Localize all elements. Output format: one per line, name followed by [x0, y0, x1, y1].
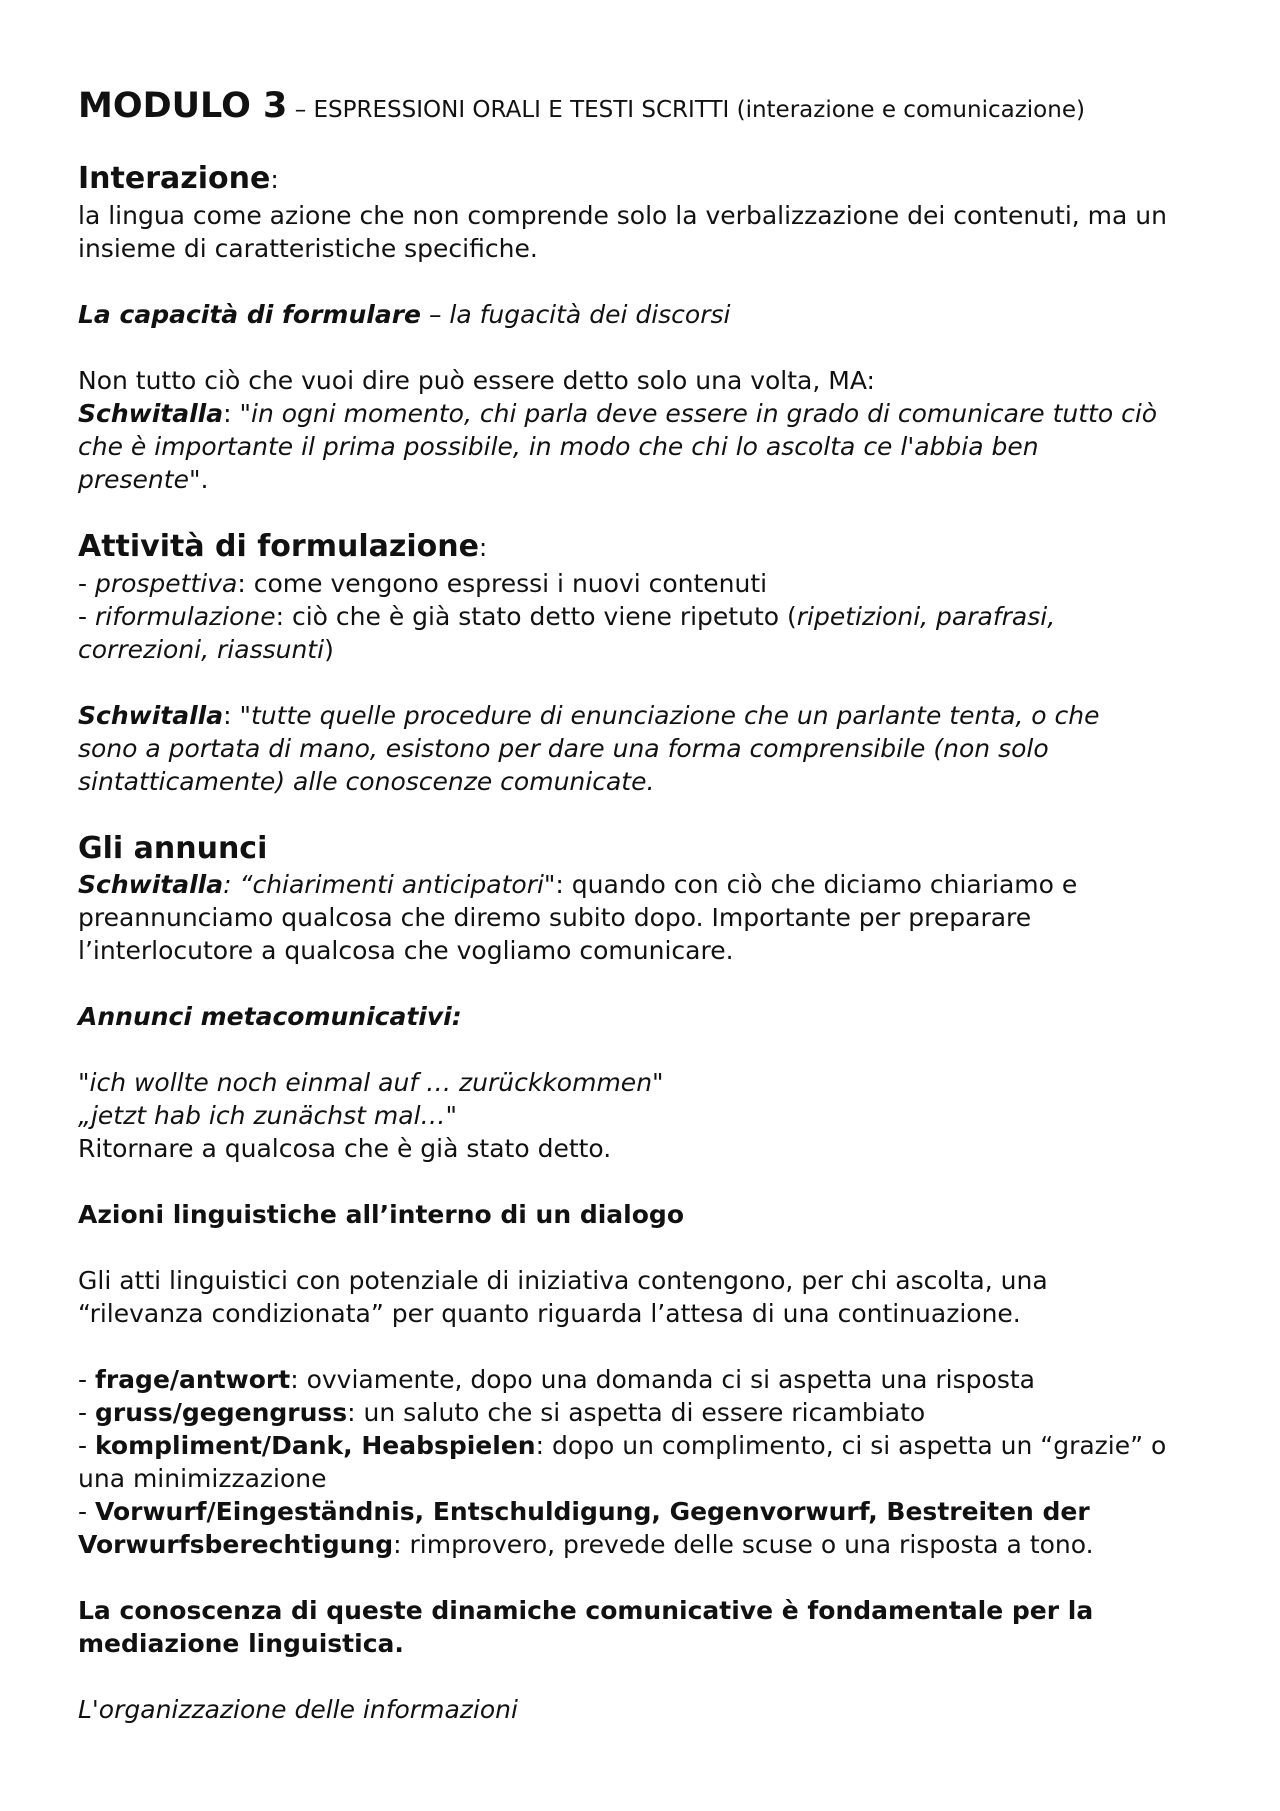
quote-schwitalla-1-line2: che è importante il prima possibile, in modo che chi lo ascolta ce l'abbia ben [78, 432, 1039, 461]
paragraph-annunci-3: l’interlocutore a qualcosa che vogliamo comunicare. [78, 936, 734, 965]
subheading-metacomunicativi: Annunci metacomunicativi: [78, 1002, 462, 1031]
quote-schwitalla-2-line3: sintatticamente) alle conoscenze comunicate. [78, 767, 655, 796]
module-label: MODULO 3 [78, 86, 288, 126]
list-item-frage: - frage/antwort: ovviamente, dopo una domanda ci si aspetta una risposta [78, 1365, 1035, 1394]
list-item-riformulazione: - riformulazione: ciò che è già stato detto viene ripetuto (ripetizioni, parafrasi, [78, 602, 1056, 631]
subheading-capacita: La capacità di formulare – la fugacità dei discorsi [78, 300, 731, 329]
conclusion-line-1: La conoscenza di queste dinamiche comunicative è fondamentale per la [78, 1596, 1094, 1625]
section-heading-annunci: Gli annunci [78, 831, 268, 866]
page-title [78, 76, 1210, 134]
example-2: „jetzt hab ich zunächst mal…" [78, 1101, 458, 1130]
list-item-vorwurf-cont: Vorwurfsberechtigung: rimprovero, prevede delle scuse o una risposta a tono. [78, 1530, 1094, 1559]
conclusion-line-2: mediazione linguistica. [78, 1629, 404, 1658]
subheading-azioni: Azioni linguistiche all’interno di un dialogo [78, 1200, 684, 1229]
paragraph-ritornare: Ritornare a qualcosa che è già stato detto. [78, 1134, 612, 1163]
list-item-kompliment: - kompliment/Dank, Heabspielen: dopo un complimento, ci si aspetta un “grazie” o [78, 1431, 1167, 1460]
list-item-vorwurf: - Vorwurf/Eingeständnis, Entschuldigung, Gegenvorwurf, Bestreiten der [78, 1497, 1090, 1526]
paragraph-atti-2: “rilevanza condizionata” per quanto riguarda l’attesa di una continuazione. [78, 1299, 1021, 1328]
section-heading-interazione: Interazione: [78, 161, 279, 196]
paragraph-annunci-2: preannunciamo qualcosa che diremo subito dopo. Importante per preparare [78, 903, 1032, 932]
next-section-title: L'organizzazione delle informazioni [78, 1695, 518, 1724]
list-item-kompliment-cont: una minimizzazione [78, 1464, 327, 1493]
paragraph-non-tutto: Non tutto ciò che vuoi dire può essere detto solo una volta, MA: [78, 366, 875, 395]
paragraph-interazione-2: insieme di caratteristiche specifiche. [78, 234, 538, 263]
list-item-riformulazione-cont: correzioni, riassunti) [78, 635, 334, 664]
paragraph-atti-1: Gli atti linguistici con potenziale di iniziativa contengono, per chi ascolta, una [78, 1266, 1048, 1295]
list-item-prospettiva: - prospettiva: come vengono espressi i nuovi contenuti [78, 569, 768, 598]
example-1: "ich wollte noch einmal auf … zurückkommen" [78, 1068, 664, 1097]
quote-schwitalla-2-line2: sono a portata di mano, esistono per dare una forma comprensibile (non solo [78, 734, 1049, 763]
module-subtitle: – ESPRESSIONI ORALI E TESTI SCRITTI (interazione e comunicazione) [287, 97, 1085, 123]
quote-schwitalla-1-line3: presente". [78, 465, 209, 494]
quote-schwitalla-2: Schwitalla: "tutte quelle procedure di enunciazione che un parlante tenta, o che [78, 701, 1100, 730]
quote-schwitalla-1: Schwitalla: "in ogni momento, chi parla deve essere in grado di comunicare tutto ciò [78, 399, 1158, 428]
list-item-gruss: - gruss/gegengruss: un saluto che si aspetta di essere ricambiato [78, 1398, 926, 1427]
paragraph-annunci-1: Schwitalla: “chiarimenti anticipatori": quando con ciò che diciamo chiariamo e [78, 870, 1078, 899]
paragraph-interazione-1: la lingua come azione che non comprende solo la verbalizzazione dei contenuti, ma un [78, 201, 1167, 230]
section-heading-attivita: Attività di formulazione: [78, 529, 488, 564]
